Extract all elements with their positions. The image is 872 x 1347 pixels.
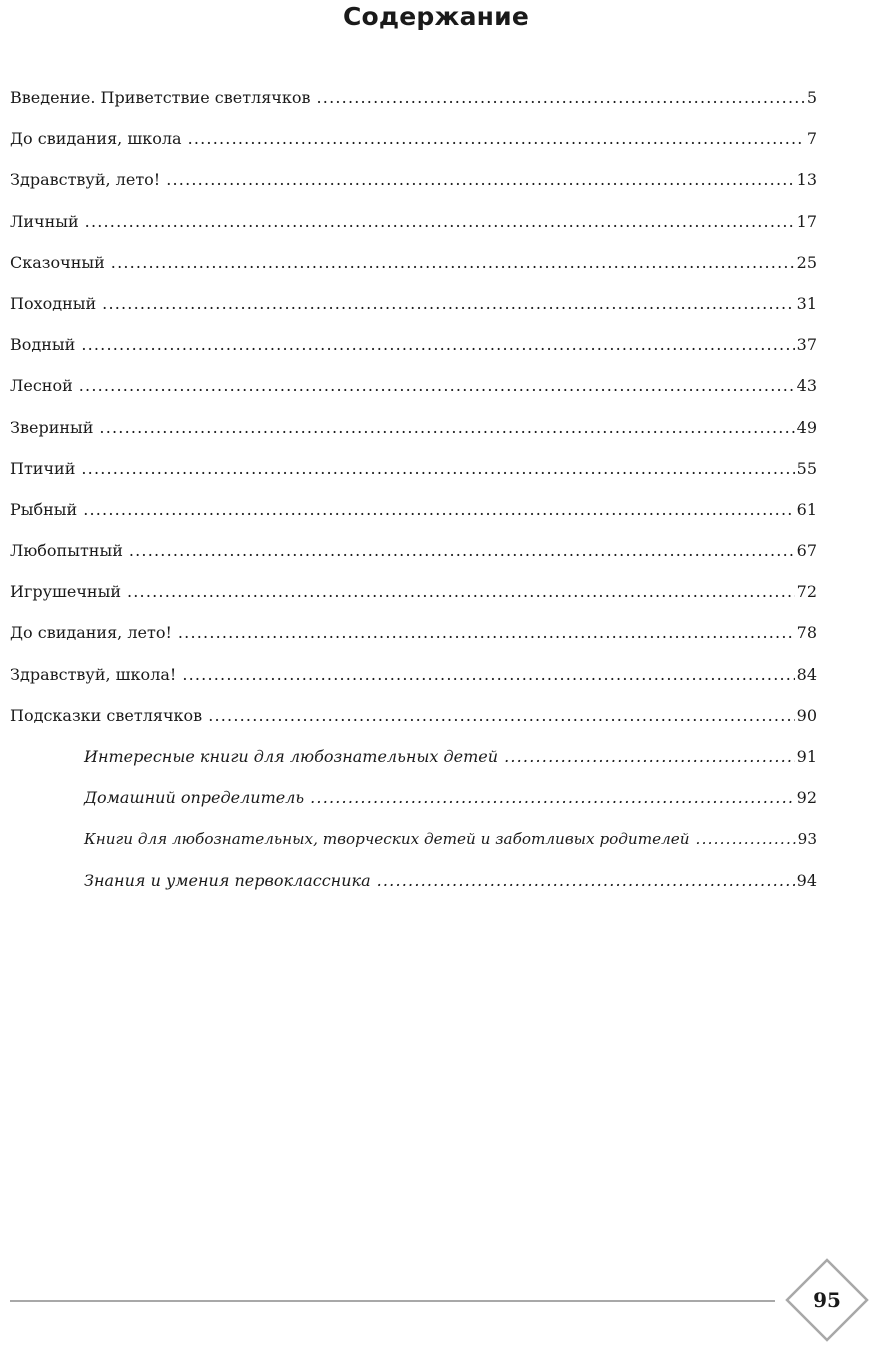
toc-entry-label: Введение. Приветствие светлячков: [10, 88, 311, 107]
toc-subentry[interactable]: [10, 743, 817, 784]
toc-subentry-label: Книги для любознательных, творческих детей и заботливых родителей: [84, 830, 690, 849]
dot-leader: [81, 455, 794, 483]
toc-entry[interactable]: [10, 249, 817, 290]
toc-entry-page: 43: [796, 376, 817, 396]
toc-entry-label: Звериный: [10, 417, 94, 437]
dot-leader: [127, 578, 795, 606]
dot-leader: [129, 537, 795, 565]
toc-entry[interactable]: [10, 702, 817, 743]
toc-subentry-label: Знания и умения первоклассника: [84, 870, 371, 890]
toc-entry[interactable]: [10, 208, 817, 249]
toc-entry-label: Любопытный: [10, 541, 123, 561]
toc-entry-page: 78: [796, 623, 817, 643]
dot-leader: [83, 496, 794, 524]
toc-entry-page: 37: [796, 335, 817, 355]
toc-entry-label: Здравствуй, лето!: [10, 170, 161, 190]
toc-entry[interactable]: [10, 619, 817, 660]
toc-entry[interactable]: [10, 578, 817, 619]
toc-entry[interactable]: [10, 661, 817, 702]
toc-subentry-page: 92: [796, 788, 817, 808]
dot-leader: [504, 743, 795, 771]
toc-entry-label: Походный: [10, 293, 97, 313]
toc-entry-page: 5: [806, 88, 817, 107]
toc-subentry-page: 94: [796, 870, 817, 890]
toc-entry-page: 84: [796, 664, 817, 684]
toc-entry[interactable]: [10, 496, 817, 537]
toc-entry-page: 31: [796, 293, 817, 313]
toc-entry-page: 67: [796, 541, 817, 561]
toc-entry-label: Водный: [10, 335, 76, 355]
toc-entry-label: Сказочный: [10, 252, 105, 272]
dot-leader: [166, 166, 794, 194]
toc-subentry-page: 91: [796, 747, 817, 766]
toc-entry-label: Рыбный: [10, 499, 78, 519]
toc-entry[interactable]: [10, 166, 817, 207]
toc-subentry[interactable]: [10, 825, 817, 866]
toc-entry[interactable]: [10, 125, 817, 166]
toc-entry[interactable]: [10, 455, 817, 496]
table-of-contents: [10, 84, 817, 908]
dot-leader: [696, 825, 796, 853]
toc-subentry[interactable]: [10, 784, 817, 825]
dot-leader: [85, 208, 795, 236]
toc-entry[interactable]: [10, 290, 817, 331]
toc-entry-page: 49: [796, 417, 817, 437]
dot-leader: [81, 331, 794, 359]
footer-rule: [10, 1300, 775, 1302]
dot-leader: [79, 372, 795, 400]
toc-entry-page: 25: [796, 252, 817, 272]
toc-entry-page: 13: [796, 170, 817, 190]
toc-entry-label: До свидания, лето!: [10, 623, 172, 643]
toc-entry-label: До свидания, школа: [10, 129, 182, 149]
toc-entry-page: 7: [806, 129, 817, 149]
toc-subentry-label: Интересные книги для любознательных детей: [84, 747, 499, 766]
dot-leader: [111, 249, 795, 277]
toc-subentry[interactable]: [10, 867, 817, 908]
toc-entry-page: 17: [796, 211, 817, 231]
toc-entry-page: 55: [796, 458, 817, 478]
toc-entry-label: Лесной: [10, 376, 73, 396]
page-title: Содержание: [342, 2, 530, 31]
toc-subentry-page: 93: [797, 830, 817, 849]
dot-leader: [317, 84, 805, 112]
toc-entry-label: Личный: [10, 211, 79, 231]
toc-entry-label: Подсказки светлячков: [10, 705, 203, 725]
toc-subentry-label: Домашний определитель: [84, 788, 305, 808]
toc-entry-label: Птичий: [10, 458, 76, 478]
dot-leader: [99, 414, 794, 442]
toc-entry-label: Здравствуй, школа!: [10, 664, 177, 684]
dot-leader: [182, 661, 794, 689]
page-number: 95: [813, 1288, 841, 1312]
toc-entry[interactable]: [10, 84, 817, 125]
toc-entry[interactable]: [10, 331, 817, 372]
dot-leader: [102, 290, 794, 318]
dot-leader: [178, 619, 795, 647]
toc-entry[interactable]: [10, 414, 817, 455]
toc-entry-page: 72: [796, 582, 817, 602]
toc-entry-label: Игрушечный: [10, 582, 121, 602]
dot-leader: [310, 784, 795, 812]
dot-leader: [377, 867, 795, 895]
page-number-badge: [785, 1258, 869, 1342]
toc-entry[interactable]: [10, 537, 817, 578]
toc-entry-page: 61: [796, 499, 817, 519]
dot-leader: [208, 702, 794, 730]
dot-leader: [188, 125, 805, 153]
toc-entry[interactable]: [10, 372, 817, 413]
toc-entry-page: 90: [796, 705, 817, 725]
